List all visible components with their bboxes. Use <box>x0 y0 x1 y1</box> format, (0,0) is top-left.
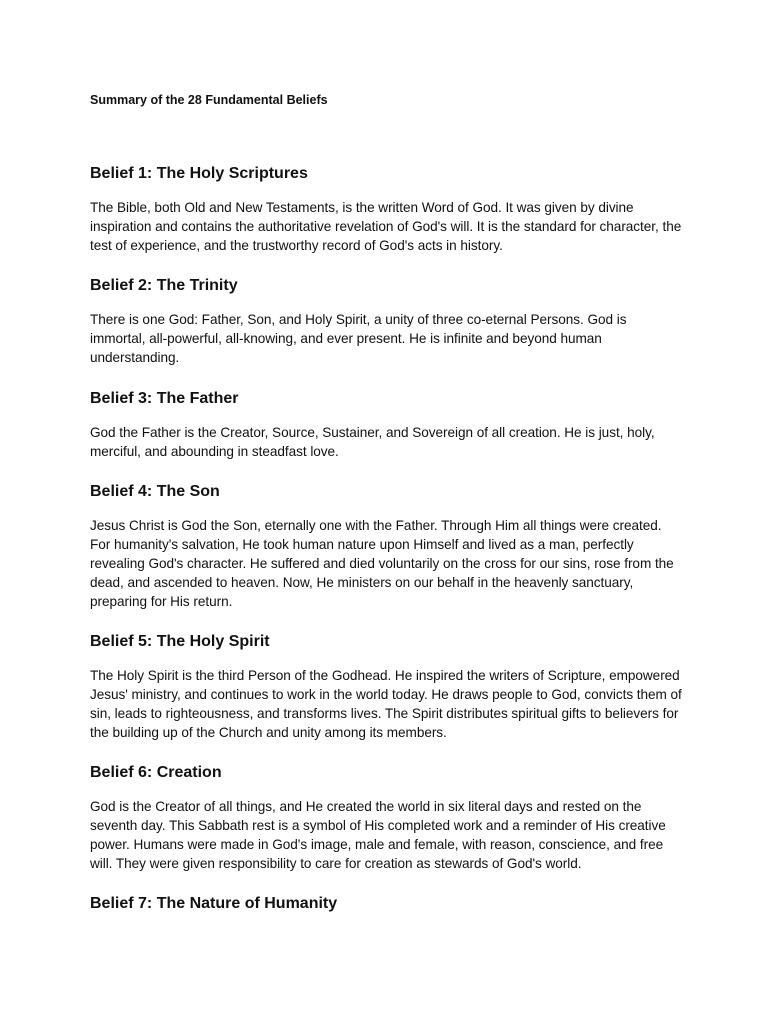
section-body: The Holy Spirit is the third Person of the Godhead. He inspired the writers of Scripture, empowered Jesus' ministry, and continues to work in the world today. He draws people to God, convicts them of sin, leads to righteousness, and transforms lives. The Spirit distributes spiritual gifts to believers for the building up of the Church and unity among its members. <box>90 668 682 740</box>
section-body: Jesus Christ is God the Son, eternally one with the Father. Through Him all things were created. For humanity's salvation, He took human nature upon Himself and lived as a man, perfectly revealing God's character. He suffered and died voluntarily on the cross for our sins, rose from the dead, and ascended to heaven. Now, He ministers on our behalf in the heavenly sanctuary, preparing for His return. <box>90 518 674 609</box>
section-heading: Belief 2: The Trinity <box>90 277 238 294</box>
section-heading: Belief 7: The Nature of Humanity <box>90 895 338 912</box>
belief-section-1 <box>90 164 682 255</box>
belief-section-5 <box>90 632 682 742</box>
section-body: God is the Creator of all things, and He created the world in six literal days and rested on the seventh day. This Sabbath rest is a symbol of His completed work and a reminder of His creative power. Humans were made in God's image, male and female, with reason, conscience, and free will. They were given responsibility to care for creation as stewards of God's world. <box>90 799 666 871</box>
belief-section-2 <box>90 276 682 367</box>
section-heading: Belief 5: The Holy Spirit <box>90 633 270 650</box>
belief-section-3 <box>90 389 682 461</box>
document-title: Summary of the 28 Fundamental Beliefs <box>90 93 328 107</box>
section-heading: Belief 6: Creation <box>90 764 222 781</box>
section-body: There is one God: Father, Son, and Holy Spirit, a unity of three co-eternal Persons. God is immortal, all-powerful, all-knowing, and ever present. He is infinite and beyond human understanding. <box>90 312 627 365</box>
section-heading: Belief 3: The Father <box>90 390 239 407</box>
belief-section-4 <box>90 482 682 611</box>
section-body: God the Father is the Creator, Source, Sustainer, and Sovereign of all creation. He is just, holy, merciful, and abounding in steadfast love. <box>90 425 655 459</box>
section-heading: Belief 1: The Holy Scriptures <box>90 165 308 182</box>
section-body: The Bible, both Old and New Testaments, is the written Word of God. It was given by divine inspiration and contains the authoritative revelation of God's will. It is the standard for character, the test of experience, and the trustworthy record of God's acts in history. <box>90 200 682 253</box>
belief-section-7 <box>90 894 682 914</box>
belief-section-6 <box>90 763 682 873</box>
section-heading: Belief 4: The Son <box>90 483 220 500</box>
